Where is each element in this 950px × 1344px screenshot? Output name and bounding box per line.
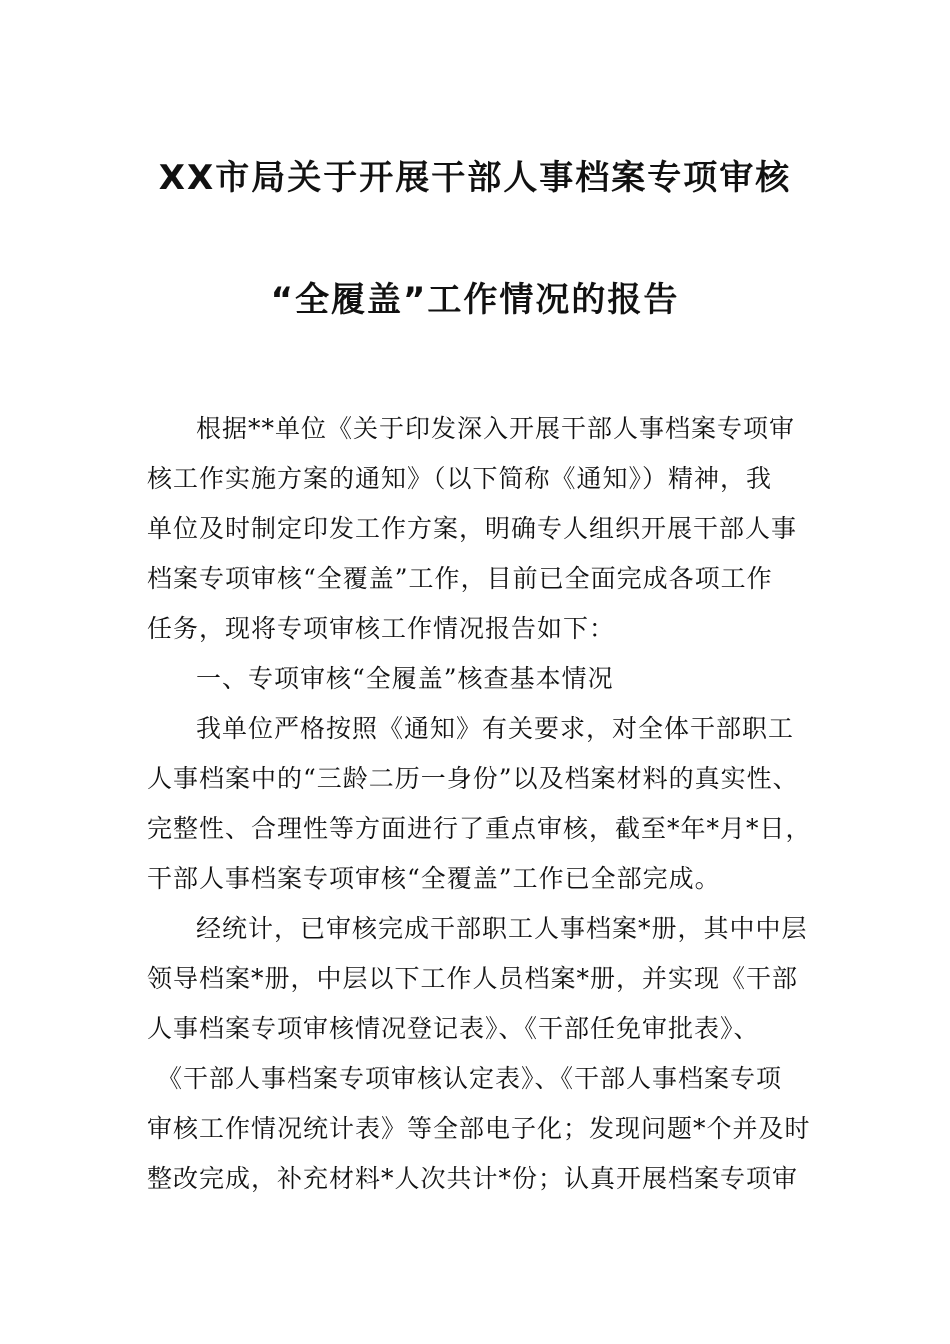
paragraph-line: 经统计，已审核完成干部职工人事档案*册，其中中层: [196, 914, 808, 943]
document-title-line-1: XX市局关于开展干部人事档案专项审核: [158, 158, 792, 198]
paragraph-line: 档案专项审核“全覆盖”工作，目前已全面完成各项工作: [147, 564, 773, 593]
section-heading: 一、专项审核“全履盖”核查基本情况: [196, 664, 614, 693]
document-title-line-2: “全履盖”工作情况的报告: [270, 280, 680, 320]
paragraph-line: 整改完成，补充材料*人次共计*份；认真开展档案专项审: [147, 1164, 799, 1193]
paragraph-line: 《干部人事档案专项审核认定表》、《干部人事档案专项: [157, 1064, 783, 1093]
paragraph-line: 根据**单位《关于印发深入开展干部人事档案专项审: [196, 414, 796, 443]
paragraph-line: 单位及时制定印发工作方案，明确专人组织开展干部人事: [147, 514, 798, 543]
paragraph-line: 我单位严格按照《通知》有关要求，对全体干部职工: [196, 714, 795, 743]
paragraph-line: 人事档案专项审核情况登记表》、《干部任免审批表》、: [147, 1014, 760, 1043]
paragraph-line: 干部人事档案专项审核“全覆盖”工作已全部完成。: [147, 864, 721, 893]
paragraph-line: 人事档案中的“三龄二历一身份”以及档案材料的真实性、: [147, 764, 799, 793]
paragraph-line: 完整性、合理性等方面进行了重点审核，截至*年*月*日，: [147, 814, 812, 843]
paragraph-line: 任务，现将专项审核工作情况报告如下：: [147, 614, 616, 643]
paragraph-line: 审核工作情况统计表》等全部电子化；发现问题*个并及时: [147, 1114, 811, 1143]
paragraph-line: 核工作实施方案的通知》（以下简称《通知》）精神，我: [147, 464, 773, 493]
paragraph-line: 领导档案*册，中层以下工作人员档案*册，并实现《干部: [147, 964, 799, 993]
